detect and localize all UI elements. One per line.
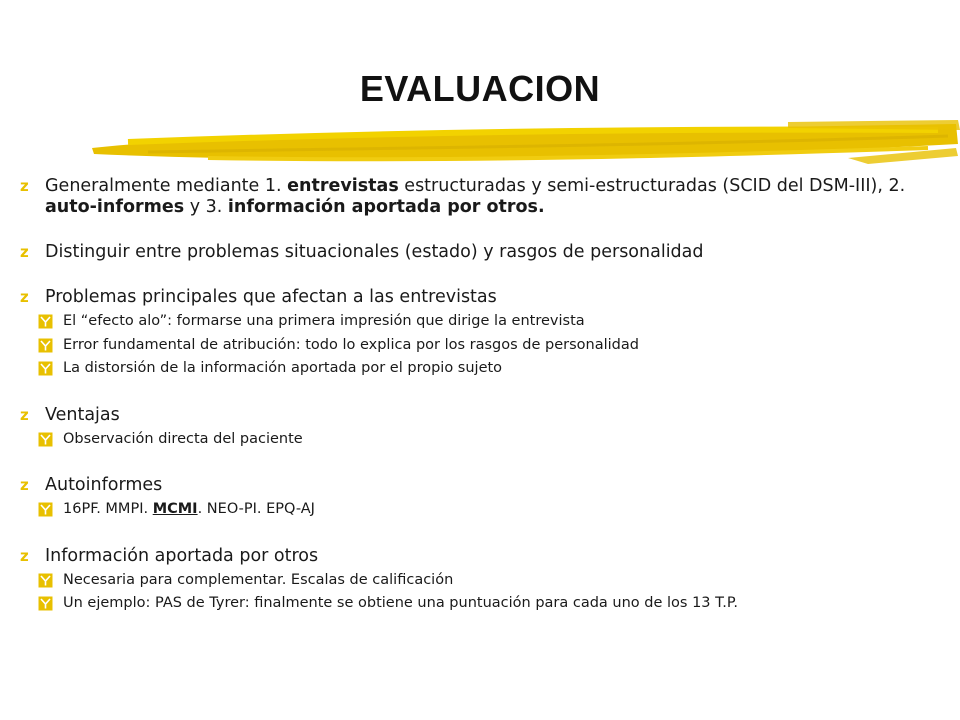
z-bullet-icon: z — [20, 546, 29, 565]
list-item — [20, 475, 920, 522]
y-box-bullet-icon — [38, 338, 53, 353]
y-box-bullet-icon — [38, 502, 53, 517]
list-item — [20, 405, 920, 452]
z-bullet-icon: z — [20, 288, 29, 306]
z-bullet-icon: z — [20, 177, 29, 195]
y-box-bullet-icon — [38, 314, 53, 329]
list-item-text: Información aportada por otros — [45, 545, 319, 566]
list-item — [20, 242, 920, 263]
sub-list-item: La distorsión de la información aportada por el propio sujeto — [20, 357, 920, 381]
emphasis-auto-informes: auto-informes — [45, 197, 185, 217]
sub-list-item: 16PF. MMPI. MCMI. NEO-PI. EPQ-AJ — [20, 498, 920, 522]
sub-list-item: Un ejemplo: PAS de Tyrer: finalmente se obtiene una puntuación para cada uno de los 13 T.P. — [20, 592, 920, 616]
y-box-bullet-icon — [38, 432, 53, 447]
yellow-brush-stroke — [88, 118, 960, 170]
list-item-text: Generalmente mediante 1. entrevistas estructuradas y semi-estructuradas (SCID del DSM-III), 2. auto-informes y 3. información aportada por otros. — [45, 176, 906, 217]
mcmi-link[interactable]: MCMI — [152, 501, 198, 517]
sub-list-item: El “efecto alo”: formarse una primera impresión que dirige la entrevista — [20, 310, 920, 334]
slide-title: EVALUACION — [359, 68, 601, 109]
z-bullet-icon: z — [20, 476, 29, 494]
list-item — [20, 176, 920, 218]
list-item-text: Problemas principales que afectan a las entrevistas — [45, 287, 497, 307]
list-item-text: Autoinformes — [45, 475, 163, 495]
list-item-text: Distinguir entre problemas situacionales (estado) y rasgos de personalidad — [45, 242, 704, 262]
y-box-bullet-icon — [38, 573, 53, 588]
sub-list-item: Observación directa del paciente — [20, 428, 920, 452]
z-bullet-icon: z — [20, 405, 29, 424]
z-bullet-icon: z — [20, 243, 29, 261]
y-box-bullet-icon — [38, 361, 53, 376]
sub-list-item: Necesaria para complementar. Escalas de calificación — [20, 569, 920, 593]
emphasis-informacion: información aportada por otros. — [227, 197, 545, 217]
sub-list-item: Error fundamental de atribución: todo lo explica por los rasgos de personalidad — [20, 334, 920, 358]
bullet-list — [20, 176, 920, 636]
emphasis-entrevistas: entrevistas — [287, 176, 399, 196]
y-box-bullet-icon — [38, 596, 53, 611]
list-item-text: Ventajas — [45, 404, 120, 425]
list-item — [20, 546, 920, 616]
list-item — [20, 287, 920, 381]
